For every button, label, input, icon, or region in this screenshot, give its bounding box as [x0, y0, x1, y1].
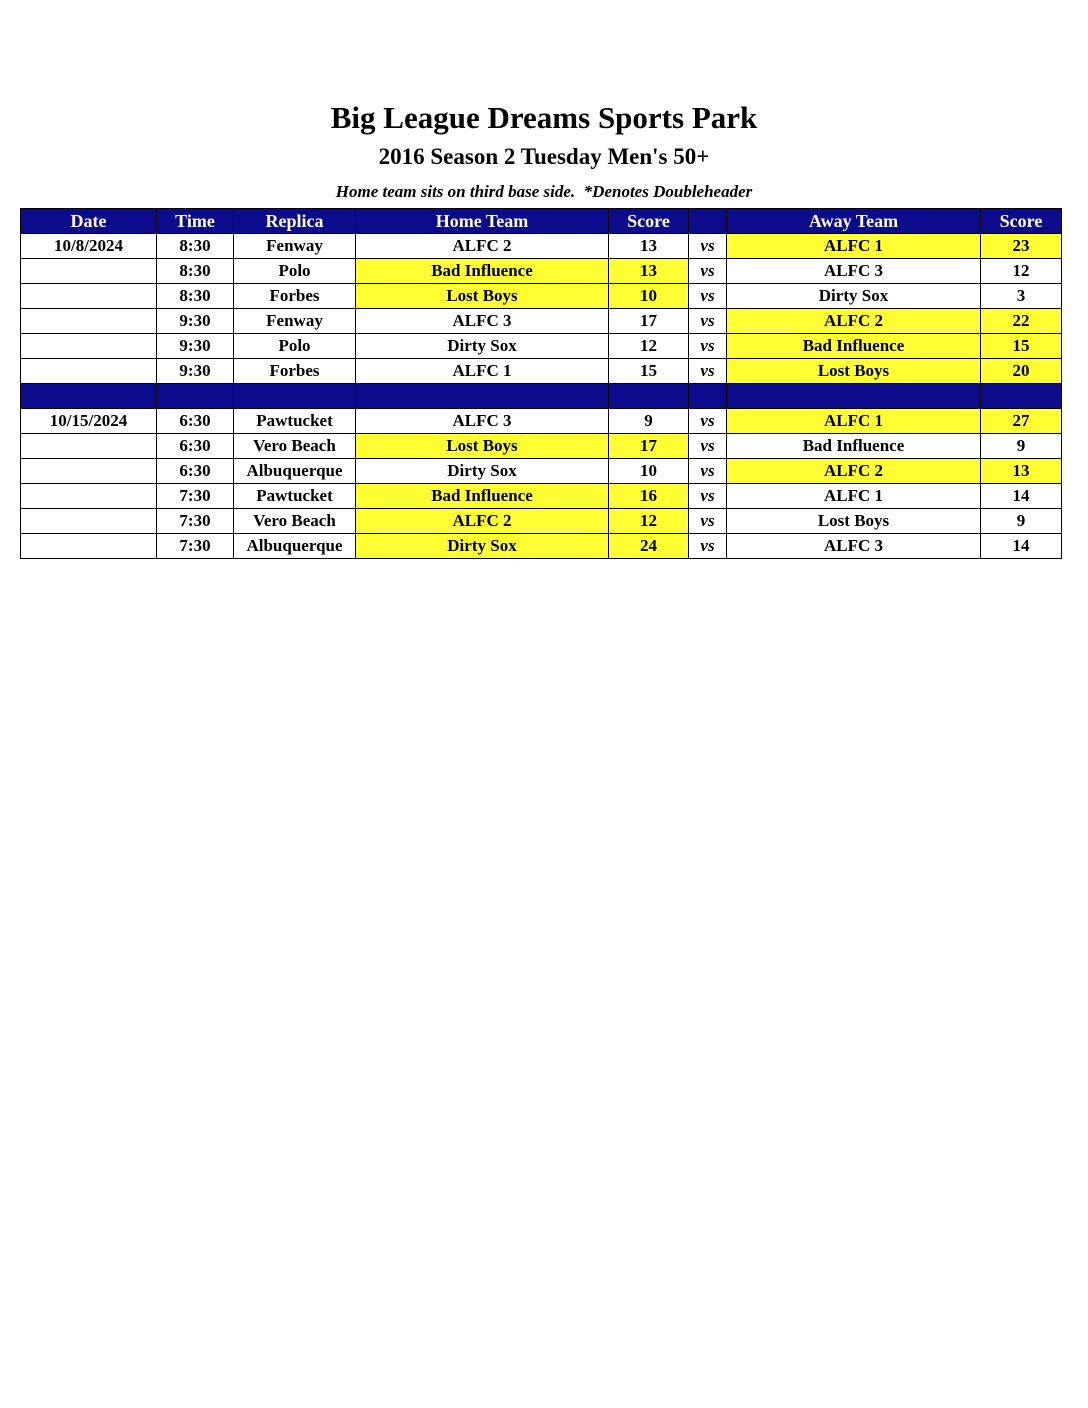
separator-cell	[689, 384, 727, 409]
table-header-row	[21, 209, 1062, 234]
week-separator-row	[21, 384, 1062, 409]
vs-label: vs	[689, 334, 727, 359]
date-cell: 10/8/2024	[21, 234, 157, 259]
date-cell	[21, 434, 157, 459]
home-score-cell: 9	[609, 409, 689, 434]
home-team-cell: Dirty Sox	[356, 459, 609, 484]
home-team-cell: ALFC 2	[356, 234, 609, 259]
home-team-cell: Lost Boys	[356, 284, 609, 309]
replica-cell: Polo	[234, 259, 356, 284]
time-cell: 6:30	[157, 409, 234, 434]
home-team-cell: Bad Influence	[356, 484, 609, 509]
home-score-cell: 12	[609, 509, 689, 534]
home-score-cell: 17	[609, 434, 689, 459]
away-team-cell: ALFC 1	[727, 484, 981, 509]
home-score-cell: 10	[609, 284, 689, 309]
home-score-cell: 13	[609, 234, 689, 259]
away-team-cell: ALFC 3	[727, 534, 981, 559]
away-team-cell: Bad Influence	[727, 334, 981, 359]
table-row	[21, 334, 1062, 359]
time-cell: 7:30	[157, 534, 234, 559]
replica-cell: Forbes	[234, 284, 356, 309]
away-score-cell: 20	[981, 359, 1062, 384]
replica-cell: Fenway	[234, 234, 356, 259]
replica-cell: Albuquerque	[234, 534, 356, 559]
home-team-cell: Dirty Sox	[356, 534, 609, 559]
separator-cell	[157, 384, 234, 409]
table-row	[21, 534, 1062, 559]
time-cell: 6:30	[157, 434, 234, 459]
vs-label: vs	[689, 509, 727, 534]
date-cell	[21, 359, 157, 384]
home-team-cell: Bad Influence	[356, 259, 609, 284]
table-row	[21, 509, 1062, 534]
away-score-cell: 14	[981, 534, 1062, 559]
date-cell	[21, 334, 157, 359]
date-cell	[21, 459, 157, 484]
date-cell	[21, 534, 157, 559]
away-team-cell: ALFC 2	[727, 459, 981, 484]
home-score-cell: 12	[609, 334, 689, 359]
date-cell	[21, 309, 157, 334]
table-row	[21, 309, 1062, 334]
table-row	[21, 459, 1062, 484]
separator-cell	[727, 384, 981, 409]
away-team-cell: ALFC 1	[727, 234, 981, 259]
home-score-cell: 17	[609, 309, 689, 334]
home-score-cell: 24	[609, 534, 689, 559]
vs-label: vs	[689, 309, 727, 334]
replica-cell: Pawtucket	[234, 409, 356, 434]
vs-label: vs	[689, 284, 727, 309]
vs-label: vs	[689, 409, 727, 434]
date-cell	[21, 509, 157, 534]
separator-cell	[609, 384, 689, 409]
away-team-cell: ALFC 2	[727, 309, 981, 334]
replica-cell: Fenway	[234, 309, 356, 334]
away-team-cell: Dirty Sox	[727, 284, 981, 309]
away-score-cell: 12	[981, 259, 1062, 284]
away-team-cell: ALFC 3	[727, 259, 981, 284]
column-header-home-score: Score	[609, 209, 689, 234]
table-row	[21, 234, 1062, 259]
schedule-body	[21, 234, 1062, 559]
replica-cell: Vero Beach	[234, 434, 356, 459]
away-team-cell: Lost Boys	[727, 359, 981, 384]
home-team-cell: ALFC 1	[356, 359, 609, 384]
time-cell: 6:30	[157, 459, 234, 484]
schedule-note: Home team sits on third base side. *Denotes Doubleheader	[335, 182, 753, 201]
away-score-cell: 22	[981, 309, 1062, 334]
time-cell: 8:30	[157, 234, 234, 259]
home-team-cell: ALFC 3	[356, 409, 609, 434]
home-score-cell: 13	[609, 259, 689, 284]
column-header-replica: Replica	[234, 209, 356, 234]
column-header-away-score: Score	[981, 209, 1062, 234]
away-score-cell: 3	[981, 284, 1062, 309]
table-row	[21, 259, 1062, 284]
separator-cell	[21, 384, 157, 409]
separator-cell	[234, 384, 356, 409]
date-cell: 10/15/2024	[21, 409, 157, 434]
column-header-vs	[689, 209, 727, 234]
table-row	[21, 484, 1062, 509]
column-header-home-team: Home Team	[356, 209, 609, 234]
column-header-date: Date	[21, 209, 157, 234]
time-cell: 9:30	[157, 359, 234, 384]
time-cell: 8:30	[157, 259, 234, 284]
away-score-cell: 14	[981, 484, 1062, 509]
vs-label: vs	[689, 534, 727, 559]
away-score-cell: 15	[981, 334, 1062, 359]
column-header-time: Time	[157, 209, 234, 234]
vs-label: vs	[689, 359, 727, 384]
date-cell	[21, 284, 157, 309]
home-score-cell: 16	[609, 484, 689, 509]
replica-cell: Vero Beach	[234, 509, 356, 534]
home-team-cell: Lost Boys	[356, 434, 609, 459]
away-team-cell: Bad Influence	[727, 434, 981, 459]
table-row	[21, 409, 1062, 434]
away-score-cell: 23	[981, 234, 1062, 259]
table-row	[21, 434, 1062, 459]
date-cell	[21, 259, 157, 284]
home-team-cell: ALFC 2	[356, 509, 609, 534]
away-team-cell: ALFC 1	[727, 409, 981, 434]
home-team-cell: Dirty Sox	[356, 334, 609, 359]
replica-cell: Pawtucket	[234, 484, 356, 509]
table-row	[21, 359, 1062, 384]
time-cell: 8:30	[157, 284, 234, 309]
home-score-cell: 15	[609, 359, 689, 384]
time-cell: 7:30	[157, 484, 234, 509]
time-cell: 9:30	[157, 309, 234, 334]
time-cell: 9:30	[157, 334, 234, 359]
time-cell: 7:30	[157, 509, 234, 534]
replica-cell: Polo	[234, 334, 356, 359]
date-cell	[21, 484, 157, 509]
page-title: Big League Dreams Sports Park	[330, 100, 758, 135]
home-score-cell: 10	[609, 459, 689, 484]
page-subtitle: 2016 Season 2 Tuesday Men's 50+	[378, 144, 710, 169]
separator-cell	[981, 384, 1062, 409]
away-score-cell: 27	[981, 409, 1062, 434]
table-row	[21, 284, 1062, 309]
away-score-cell: 9	[981, 434, 1062, 459]
vs-label: vs	[689, 259, 727, 284]
replica-cell: Forbes	[234, 359, 356, 384]
home-team-cell: ALFC 3	[356, 309, 609, 334]
away-score-cell: 13	[981, 459, 1062, 484]
vs-label: vs	[689, 484, 727, 509]
vs-label: vs	[689, 459, 727, 484]
vs-label: vs	[689, 434, 727, 459]
separator-cell	[356, 384, 609, 409]
away-score-cell: 9	[981, 509, 1062, 534]
vs-label: vs	[689, 234, 727, 259]
away-team-cell: Lost Boys	[727, 509, 981, 534]
column-header-away-team: Away Team	[727, 209, 981, 234]
replica-cell: Albuquerque	[234, 459, 356, 484]
schedule-table	[20, 208, 1062, 559]
